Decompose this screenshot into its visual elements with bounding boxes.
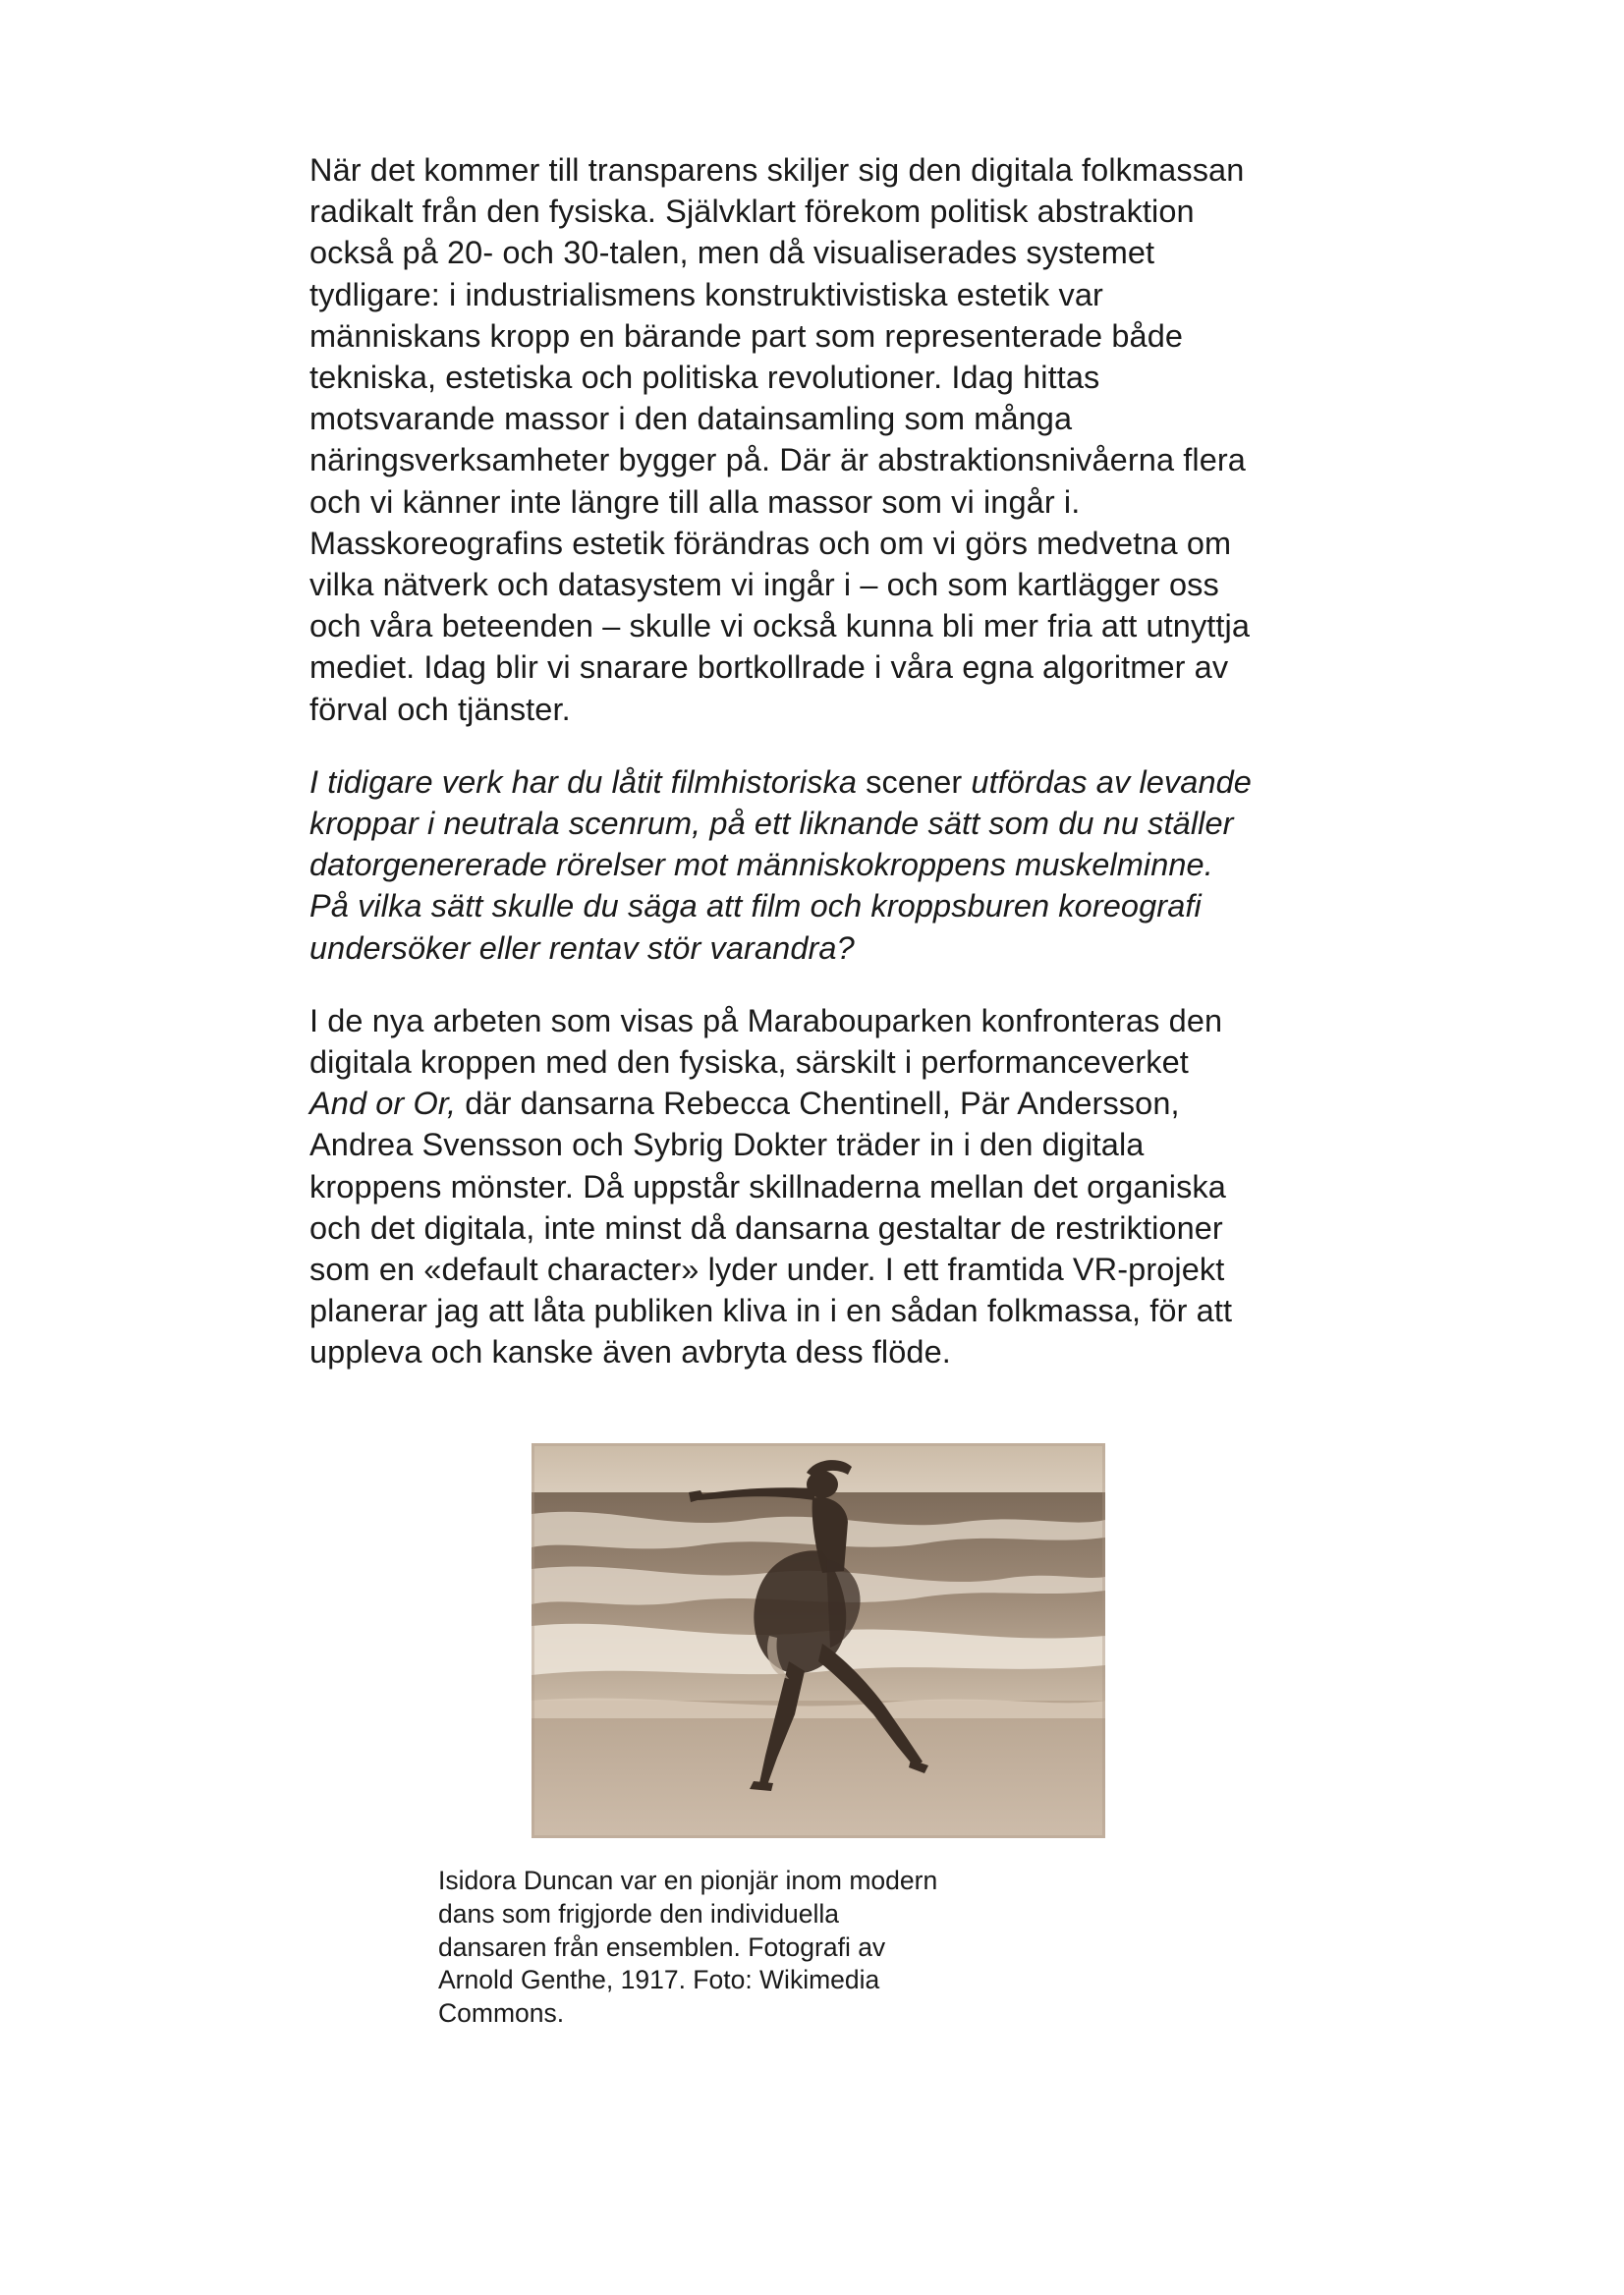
text-line: Andrea Svensson och Sybrig Dokter träder in i den digitala: [309, 1127, 1145, 1163]
photo-dancer-on-beach-icon: [532, 1443, 1105, 1838]
text-line: digitala kroppen med den fysiska, särskilt i performanceverket: [309, 1044, 1189, 1081]
interview-question: [309, 761, 1331, 969]
question-text: I tidigare verk har du låtit filmhistoriska: [309, 763, 867, 800]
work-title: And or Or,: [309, 1086, 457, 1122]
sand: [532, 1701, 1105, 1838]
caption-line: Isidora Duncan var en pionjär inom modern: [438, 1866, 938, 1895]
text-line: förval och tjänster.: [309, 691, 571, 727]
caption-line: dans som frigjorde den individuella: [438, 1898, 840, 1929]
question-upright-word: scener: [866, 763, 963, 800]
text-line: och vi känner inte längre till alla massor som vi ingår i.: [309, 483, 1081, 520]
text-line: motsvarande massor i den datainsamling som många: [309, 401, 1073, 437]
text-line: [309, 1083, 1331, 1124]
text-line: vilka nätverk och datasystem vi ingår i – och som kartlägger oss: [309, 567, 1219, 603]
text-line: tekniska, estetiska och politiska revolutioner. Idag hittas: [309, 360, 1100, 396]
text-line: som en «default character» lyder under. I ett framtida VR-projekt: [309, 1252, 1225, 1288]
text-line: och våra beteenden – skulle vi också kunna bli mer fria att utnyttja: [309, 608, 1251, 644]
text-line: människans kropp en bärande part som representerade både: [309, 317, 1184, 354]
text-line: tydligare: i industrialismens konstruktivistiska estetik var: [309, 276, 1103, 312]
article-column: [309, 149, 1331, 1373]
text-line: mediet. Idag blir vi snarare bortkollrade i våra egna algoritmer av: [309, 649, 1229, 686]
text-line: planerar jag att låta publiken kliva in i en sådan folkmassa, för att: [309, 1293, 1233, 1329]
duncan-photo: [532, 1443, 1105, 1838]
text-line: också på 20- och 30-talen, men då visualiserades systemet: [309, 235, 1155, 271]
text-line: datorgenererade rörelser mot människokroppens muskelminne.: [309, 847, 1213, 883]
text-line: och det digitala, inte minst då dansarna gestaltar de restriktioner: [309, 1209, 1223, 1246]
text-line: När det kommer till transparens skiljer sig den digitala folkmassan: [309, 152, 1245, 188]
caption-line: dansaren från ensemblen. Fotografi av: [438, 1931, 886, 1962]
text-line: [309, 761, 1331, 803]
text-line: uppleva och kanske även avbryta dess flöde.: [309, 1334, 951, 1371]
caption-line: Commons.: [438, 1998, 565, 2029]
text-line: kroppens mönster. Då uppstår skillnaderna mellan det organiska: [309, 1168, 1226, 1204]
text-line: kroppar i neutrala scenrum, på ett liknande sätt som du nu ställer: [309, 806, 1234, 842]
body-paragraph-transparency: [309, 149, 1331, 730]
text-line: På vilka sätt skulle du säga att film och kroppsburen koreografi: [309, 888, 1202, 924]
figure-caption: [438, 1865, 1047, 2031]
body-text: där dansarna Rebecca Chentinell, Pär Andersson,: [456, 1086, 1180, 1122]
text-line: Masskoreografins estetik förändras och om vi görs medvetna om: [309, 525, 1232, 561]
question-text: utfördas av levande: [962, 763, 1252, 800]
text-line: I de nya arbeten som visas på Marabouparken konfronteras den: [309, 1002, 1223, 1038]
body-paragraph-marabouparken: [309, 1000, 1331, 1373]
text-line: undersöker eller rentav stör varandra?: [309, 929, 855, 966]
text-line: näringsverksamheter bygger på. Där är abstraktionsnivåerna flera: [309, 442, 1246, 478]
caption-line: Arnold Genthe, 1917. Foto: Wikimedia: [438, 1965, 880, 1995]
text-line: radikalt från den fysiska. Självklart förekom politisk abstraktion: [309, 194, 1195, 230]
